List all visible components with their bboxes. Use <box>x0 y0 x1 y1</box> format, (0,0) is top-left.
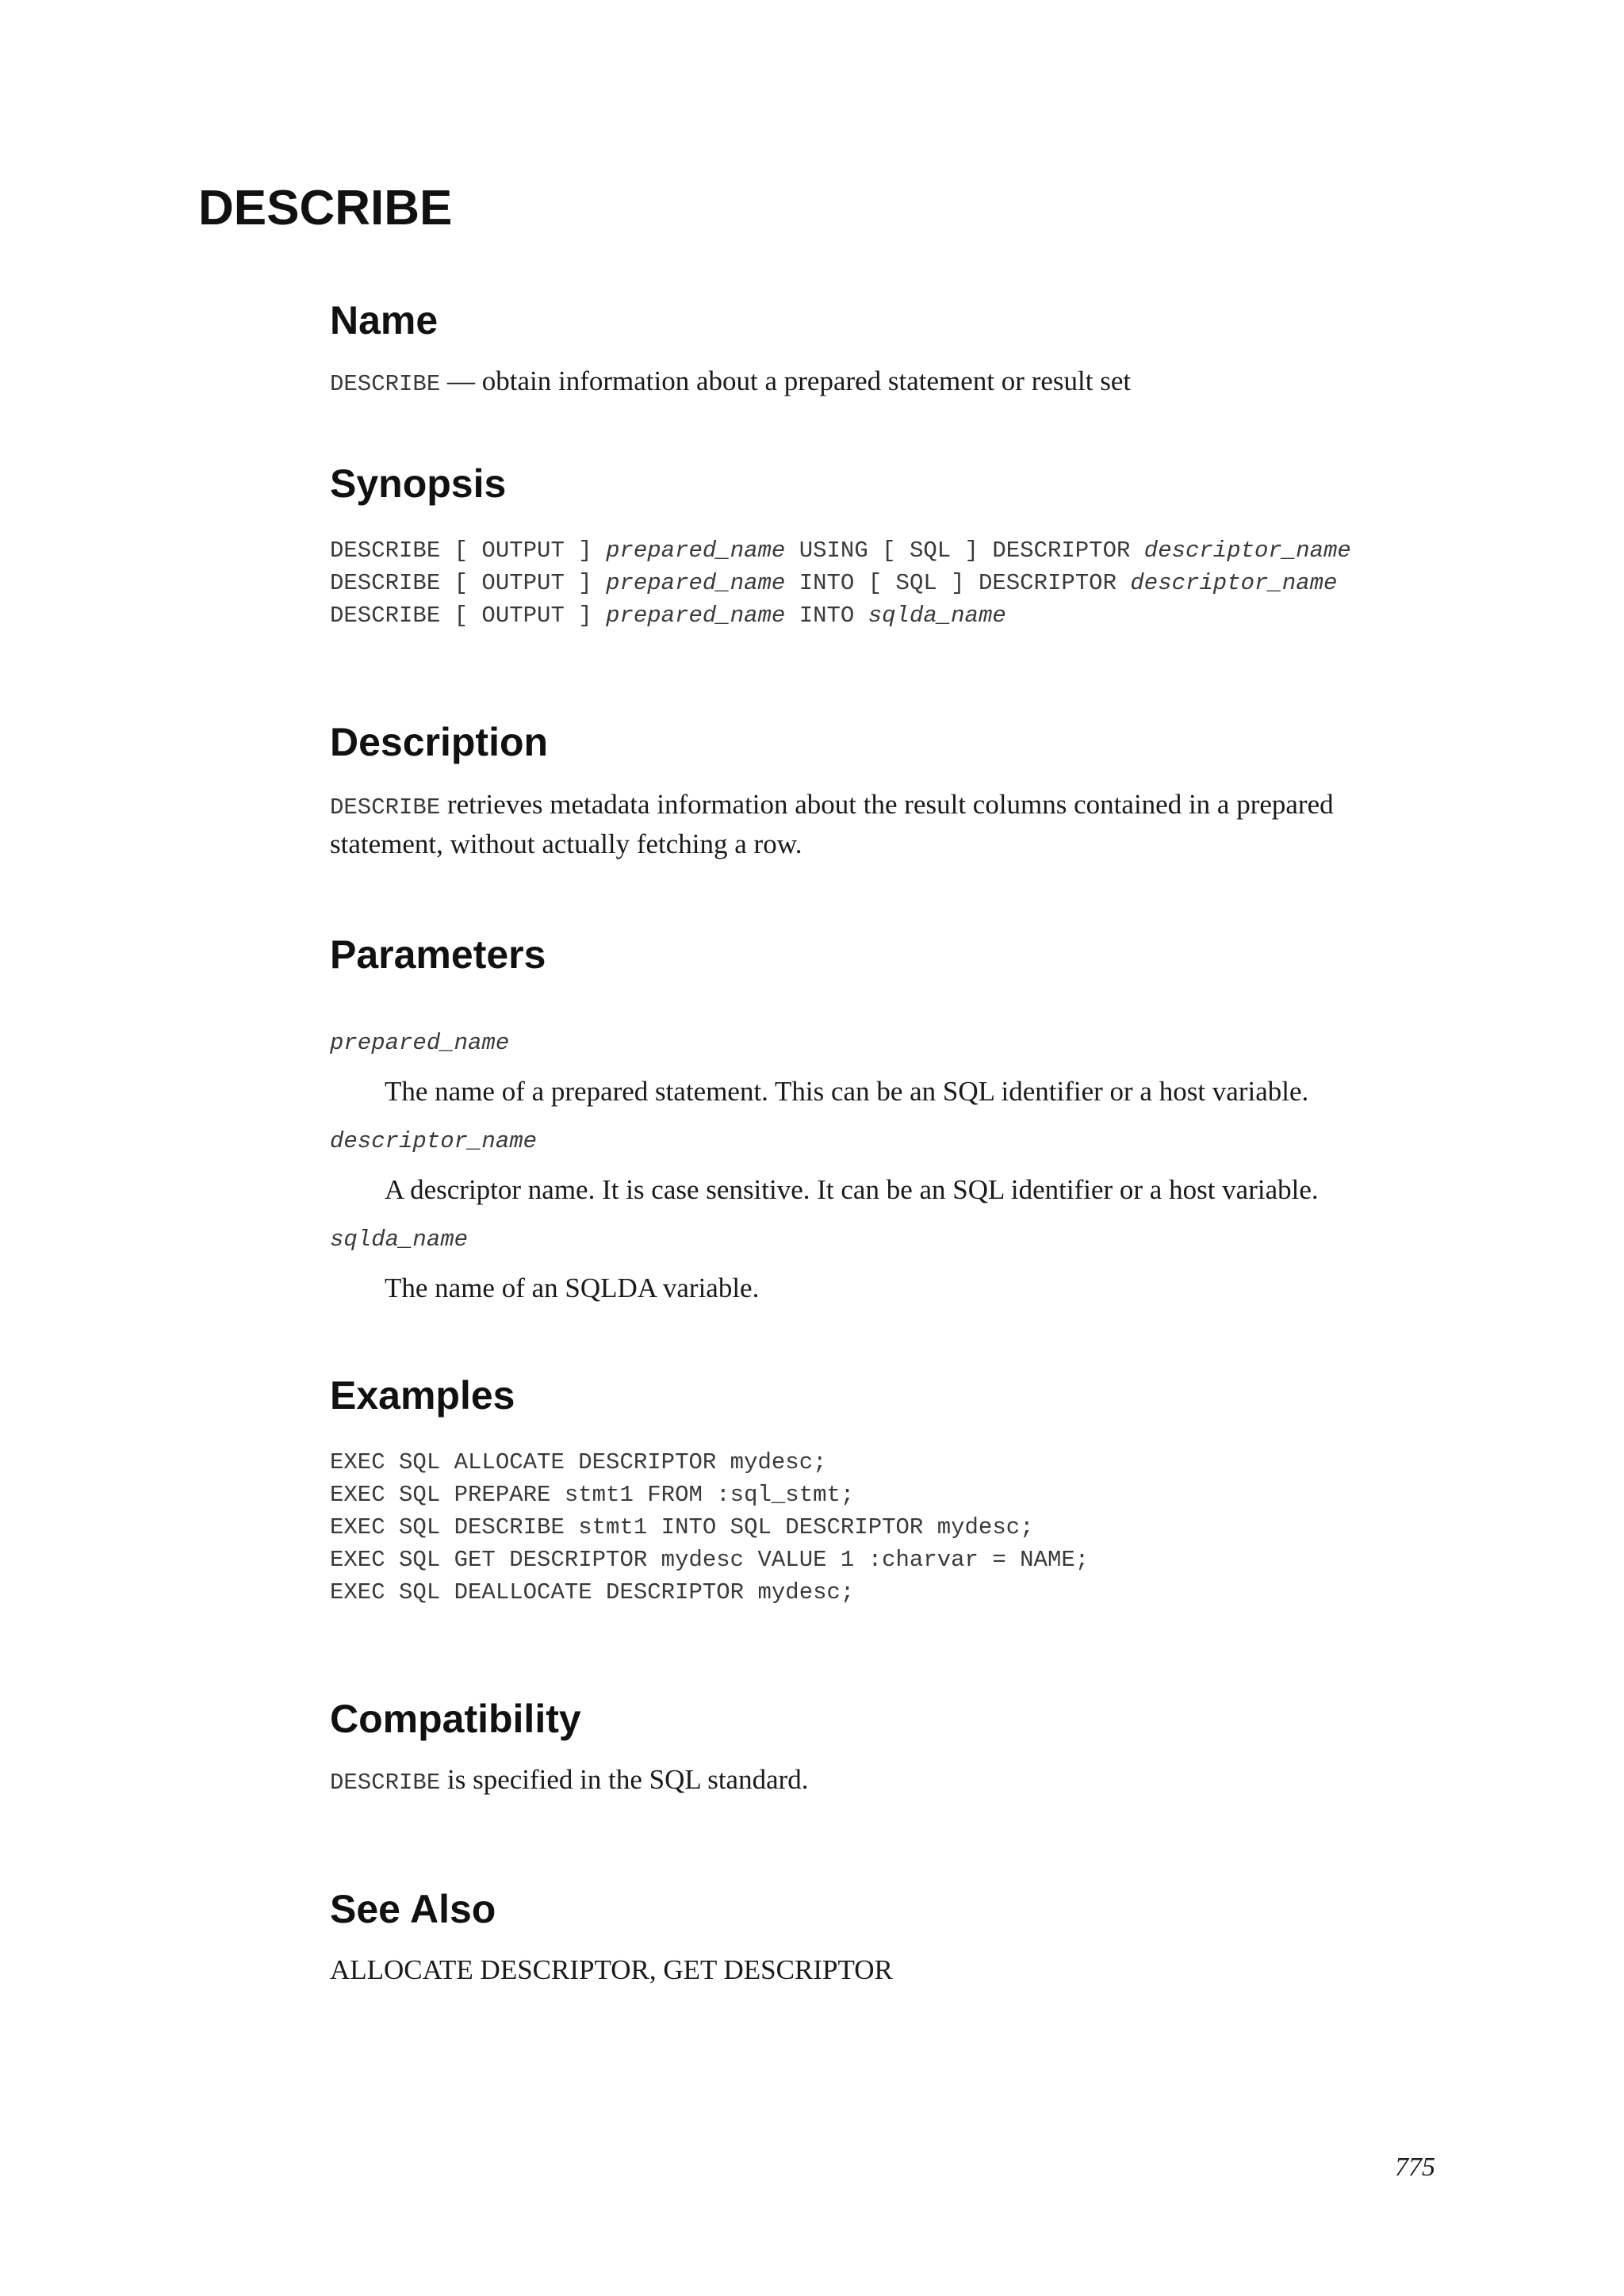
synopsis-placeholder: prepared_name <box>606 570 786 596</box>
description-heading: Description <box>330 720 549 764</box>
synopsis-line <box>330 599 1351 632</box>
see-also-heading: See Also <box>330 1887 496 1931</box>
synopsis-code-block <box>330 534 1351 632</box>
page-number: 775 <box>1395 2152 1435 2182</box>
synopsis-keyword: USING [ SQL ] DESCRIPTOR <box>785 538 1144 564</box>
param-definition: The name of an SQLDA variable. <box>385 1272 760 1303</box>
compatibility-text: is specified in the SQL standard. <box>440 1764 809 1795</box>
compatibility-heading: Compatibility <box>330 1697 581 1741</box>
example-code-line: EXEC SQL ALLOCATE DESCRIPTOR mydesc; <box>330 1449 827 1475</box>
name-paragraph <box>330 363 1440 403</box>
synopsis-placeholder: descriptor_name <box>1143 538 1351 564</box>
compatibility-command: DESCRIBE <box>330 1770 441 1796</box>
name-heading: Name <box>330 298 439 342</box>
example-code-line: EXEC SQL DEALLOCATE DESCRIPTOR mydesc; <box>330 1579 855 1605</box>
synopsis-placeholder: prepared_name <box>606 603 786 629</box>
param-term: descriptor_name <box>330 1128 538 1154</box>
description-text: retrieves metadata information about the result columns contained in a prepared statement, without actually fetching a row. <box>330 789 1334 859</box>
description-command: DESCRIBE <box>330 794 441 821</box>
synopsis-keyword: INTO [ SQL ] DESCRIPTOR <box>785 570 1131 596</box>
name-command: DESCRIBE <box>330 371 441 397</box>
synopsis-keyword: INTO <box>785 603 868 629</box>
example-code-line: EXEC SQL GET DESCRIPTOR mydesc VALUE 1 :charvar = NAME; <box>330 1547 1090 1573</box>
synopsis-keyword: DESCRIBE [ OUTPUT ] <box>330 538 607 564</box>
synopsis-line <box>330 567 1351 599</box>
example-code-line: EXEC SQL PREPARE stmt1 FROM :sql_stmt; <box>330 1482 855 1508</box>
synopsis-keyword: DESCRIBE [ OUTPUT ] <box>330 603 607 629</box>
synopsis-placeholder: descriptor_name <box>1130 570 1338 596</box>
examples-code-block <box>330 1446 1089 1609</box>
synopsis-line <box>330 534 1351 567</box>
name-description: — obtain information about a prepared statement or result set <box>440 365 1132 396</box>
param-term: prepared_name <box>330 1030 510 1056</box>
page-title: DESCRIBE <box>198 181 453 235</box>
example-code-line: EXEC SQL DESCRIBE stmt1 INTO SQL DESCRIPTOR mydesc; <box>330 1514 1034 1540</box>
examples-heading: Examples <box>330 1373 515 1418</box>
param-term: sqlda_name <box>330 1226 469 1253</box>
param-definition: A descriptor name. It is case sensitive. It can be an SQL identifier or a host variable. <box>385 1174 1319 1205</box>
param-definition: The name of a prepared statement. This can be an SQL identifier or a host variable. <box>385 1076 1309 1107</box>
description-paragraph <box>330 786 1440 863</box>
synopsis-heading: Synopsis <box>330 461 507 506</box>
parameters-heading: Parameters <box>330 932 546 977</box>
compatibility-paragraph <box>330 1762 1440 1801</box>
synopsis-placeholder: prepared_name <box>606 538 786 564</box>
synopsis-keyword: DESCRIBE [ OUTPUT ] <box>330 570 607 596</box>
synopsis-placeholder: sqlda_name <box>868 603 1006 629</box>
see-also-text: ALLOCATE DESCRIPTOR, GET DESCRIPTOR <box>330 1954 893 1985</box>
